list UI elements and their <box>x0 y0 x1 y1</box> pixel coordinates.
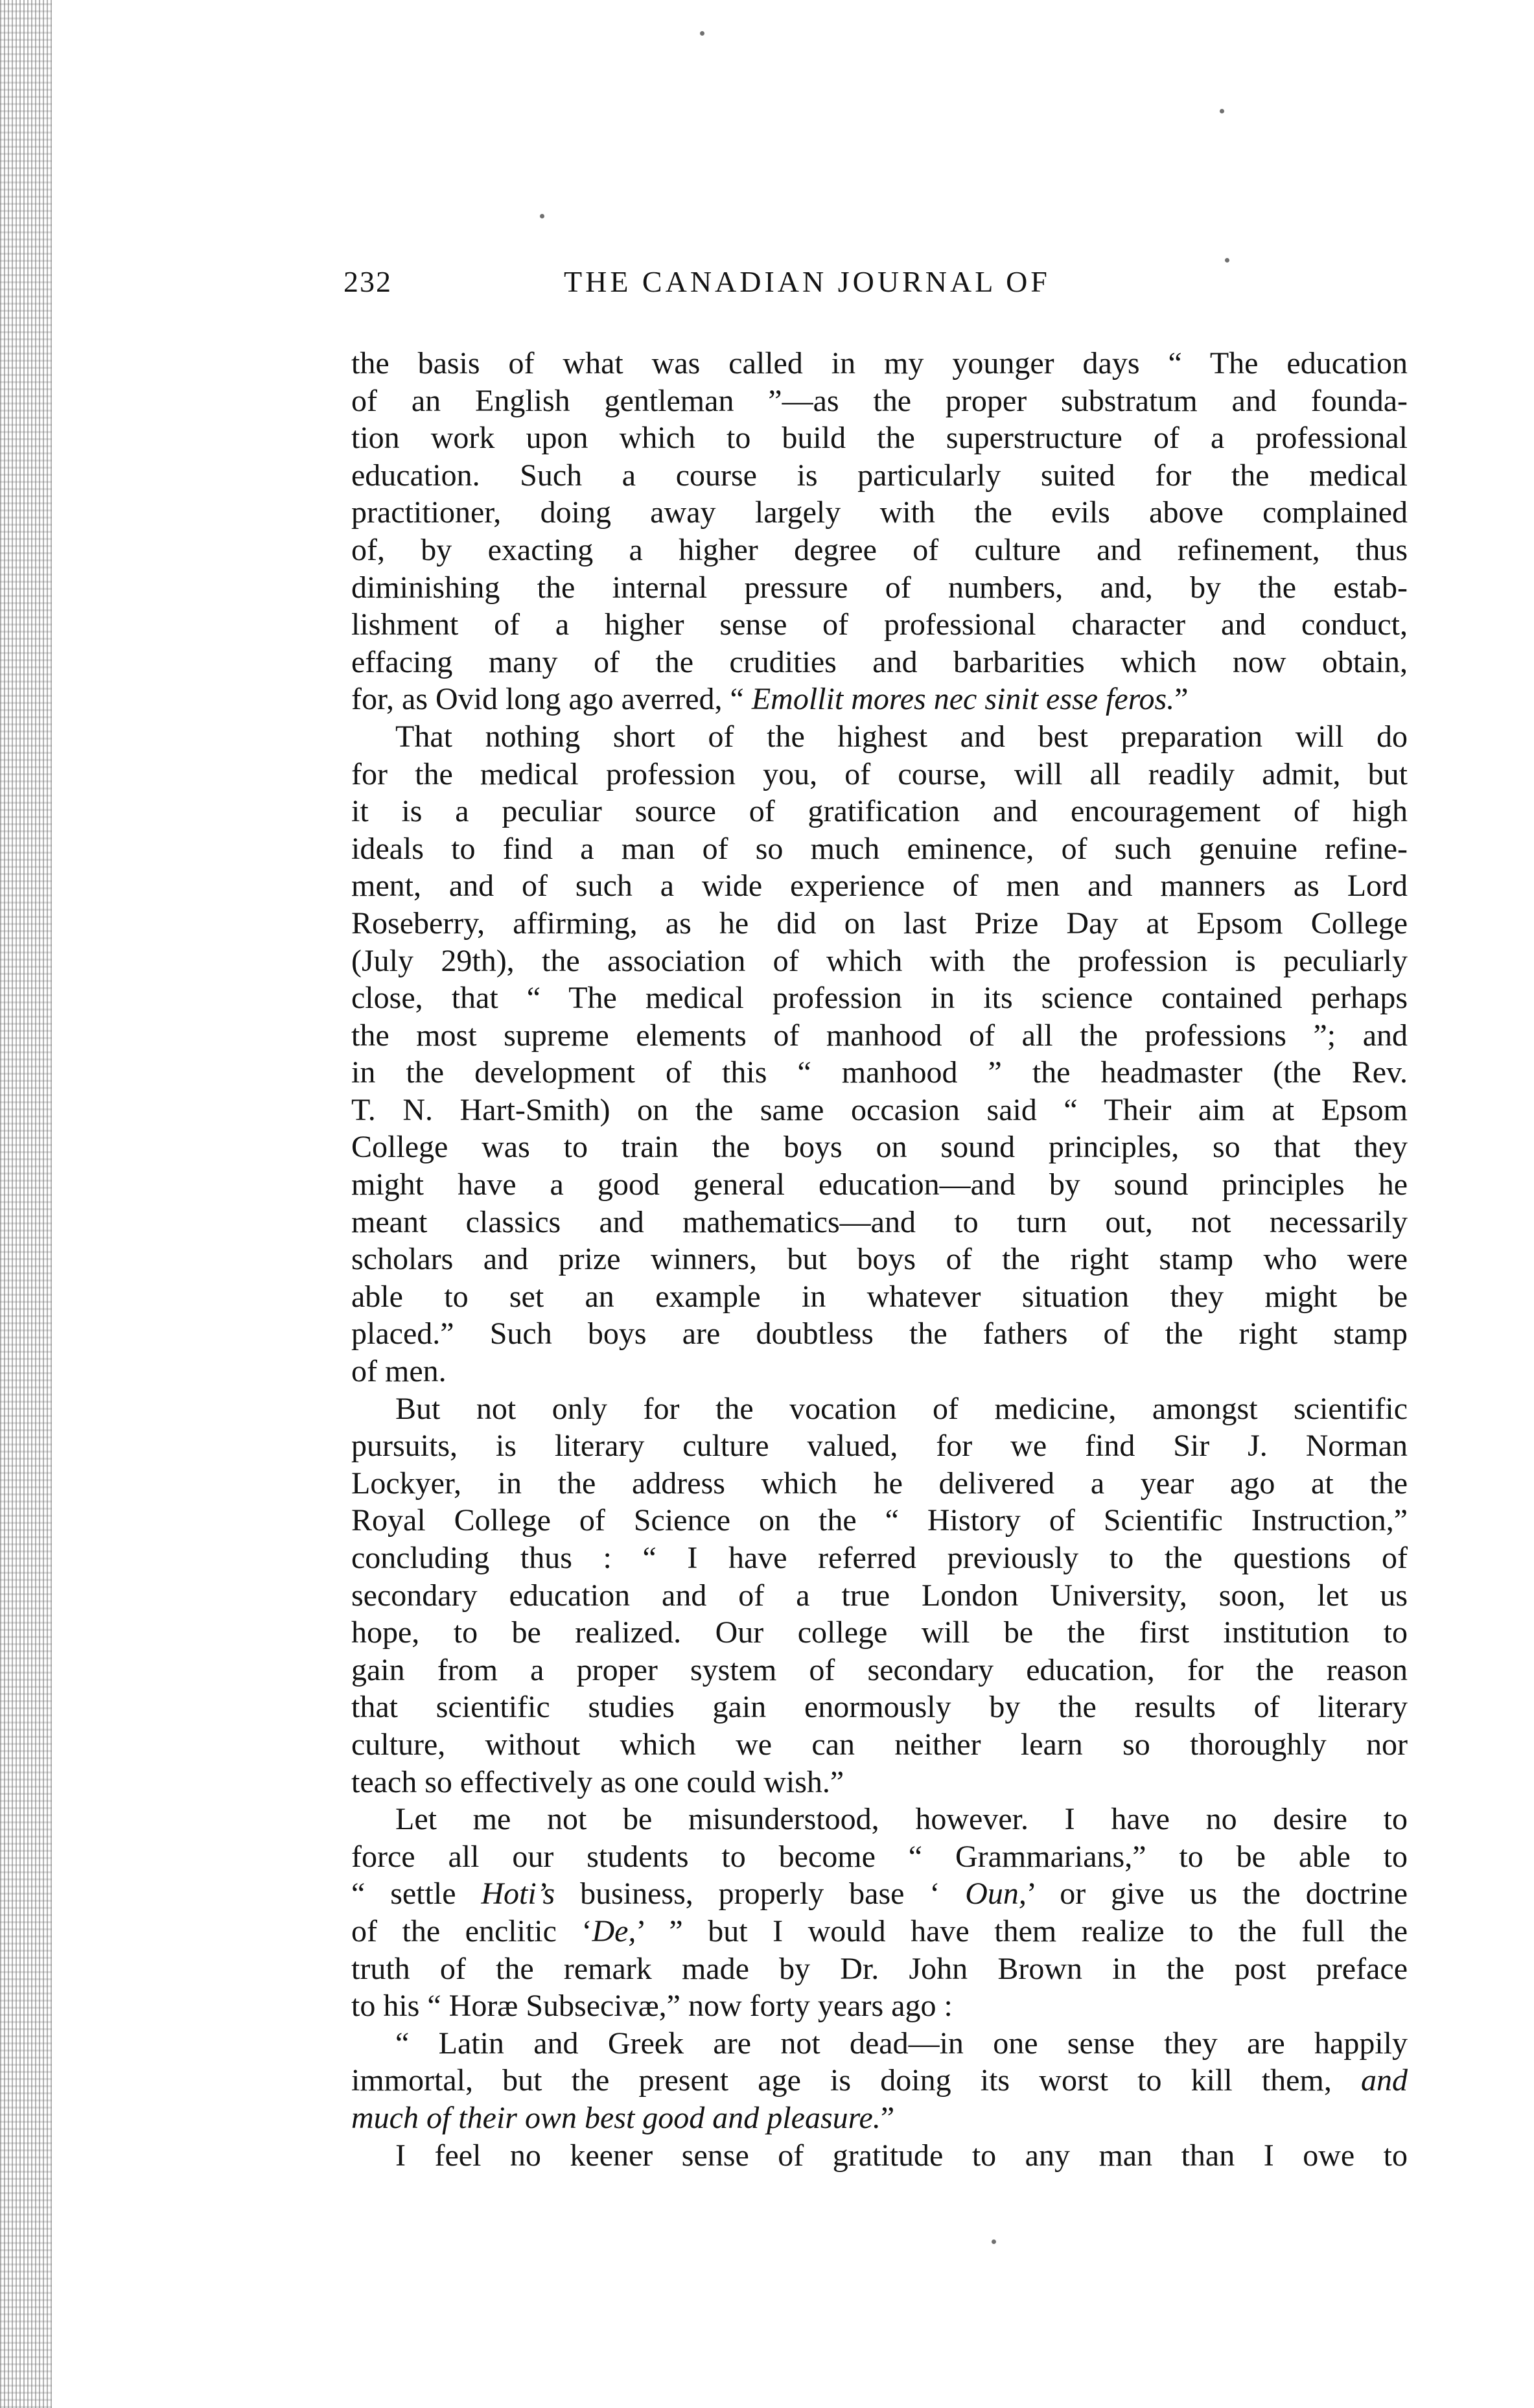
text-line <box>351 1689 1408 1726</box>
text-segment: for, as Ovid long ago averred, “ <box>351 682 752 717</box>
text-line <box>351 1652 1408 1689</box>
text-line <box>351 1315 1408 1353</box>
text-segment: I feel no keener sense of gratitude to any man than I owe to <box>395 2138 1408 2173</box>
text-segment: that scientific studies gain enormously by the results of literary <box>351 1690 1408 1725</box>
text-segment: Royal College of Science on the “ History of Scientific Instruction,” <box>351 1503 1408 1538</box>
text-segment: close, that “ The medical profession in its science contained perhaps <box>351 981 1408 1016</box>
text-segment: That nothing short of the highest and best preparation will do <box>395 719 1408 754</box>
text-segment: in the development of this “ manhood ” the headmaster (the Rev. <box>351 1055 1408 1090</box>
text-segment: ideals to find a man of so much eminence, of such genuine refine- <box>351 831 1408 866</box>
text-segment: “ settle <box>351 1876 482 1911</box>
text-line <box>351 1204 1408 1241</box>
text-line <box>351 2062 1408 2099</box>
text-segment: for the medical profession you, of course, will all readily admit, but <box>351 756 1408 791</box>
text-segment: of an English gentleman ”—as the proper substratum and founda- <box>351 383 1408 418</box>
text-line <box>351 1017 1408 1055</box>
text-segment: business, properly base ‘ <box>555 1876 966 1911</box>
text-line <box>351 345 1408 382</box>
text-segment: But not only for the vocation of medicine, amongst scientific <box>395 1391 1408 1426</box>
text-segment: concluding thus : “ I have referred previously to the questions of <box>351 1541 1408 1575</box>
text-line <box>351 1390 1408 1428</box>
text-segment: to his “ Horæ Subsecivæ,” now forty years ago : <box>351 1989 953 2024</box>
text-segment: the most supreme elements of manhood of all the professions ”; and <box>351 1018 1408 1053</box>
text-line <box>351 1539 1408 1577</box>
text-segment: education. Such a course is particularly suited for the medical <box>351 458 1408 493</box>
italic-text: and <box>1361 2063 1408 2098</box>
text-segment: Lockyer, in the address which he delivered a year ago at the <box>351 1466 1408 1501</box>
text-line <box>351 1502 1408 1539</box>
text-segment: meant classics and mathematics—and to turn out, not necessarily <box>351 1204 1408 1239</box>
text-segment: force all our students to become “ Grammarians,” to be able to <box>351 1839 1408 1874</box>
ink-speck <box>1225 258 1229 263</box>
text-segment: of, by exacting a higher degree of culture and refinement, thus <box>351 532 1408 567</box>
text-line <box>351 1054 1408 1092</box>
text-line <box>351 756 1408 793</box>
text-line <box>351 942 1408 980</box>
text-line <box>351 1427 1408 1465</box>
text-segment: ” <box>880 2100 895 2135</box>
text-segment: of the enclitic ‘ <box>351 1913 592 1948</box>
ink-speck <box>540 214 544 218</box>
text-line <box>351 1913 1408 1950</box>
text-line <box>351 905 1408 942</box>
text-line <box>351 793 1408 830</box>
text-line <box>351 830 1408 868</box>
text-line <box>351 1987 1408 2025</box>
text-line <box>351 867 1408 905</box>
italic-text: Emollit mores nec sinit esse feros. <box>751 682 1175 717</box>
text-segment: ” <box>1174 682 1189 717</box>
text-line <box>351 1614 1408 1652</box>
text-segment: practitioner, doing away largely with the evils above complained <box>351 495 1408 530</box>
text-line <box>351 681 1408 718</box>
text-line <box>351 1875 1408 1913</box>
text-segment: immortal, but the present age is doing its worst to kill them, <box>351 2063 1361 2098</box>
text-segment: it is a peculiar source of gratification and encouragement of high <box>351 794 1408 829</box>
text-line <box>351 644 1408 681</box>
text-segment: pursuits, is literary culture valued, for we find Sir J. Norman <box>351 1429 1408 1464</box>
running-head: THE CANADIAN JOURNAL OF <box>564 265 1051 298</box>
text-segment: T. N. Hart-Smith) on the same occasion said “ Their aim at Epsom <box>351 1092 1408 1127</box>
text-line <box>351 1726 1408 1764</box>
text-line <box>351 606 1408 644</box>
text-line <box>351 718 1408 756</box>
text-line <box>351 979 1408 1017</box>
text-line <box>351 494 1408 532</box>
text-segment: hope, to be realized. Our college will be the first institution to <box>351 1615 1408 1650</box>
text-segment: truth of the remark made by Dr. John Brown in the post preface <box>351 1951 1408 1986</box>
italic-text: Hoti’s <box>481 1876 555 1911</box>
page-header <box>343 264 1413 310</box>
text-line <box>351 1950 1408 1988</box>
text-segment: diminishing the internal pressure of numbers, and, by the estab- <box>351 570 1408 605</box>
text-segment: scholars and prize winners, but boys of the right stamp who were <box>351 1242 1408 1277</box>
text-segment: Roseberry, affirming, as he did on last Prize Day at Epsom College <box>351 906 1408 941</box>
text-segment: ’ ” but I would have them realize to the full the <box>636 1913 1408 1948</box>
text-segment: placed.” Such boys are doubtless the fathers of the right stamp <box>351 1316 1408 1351</box>
text-segment: secondary education and of a true London University, soon, let us <box>351 1578 1408 1613</box>
text-line <box>351 1241 1408 1278</box>
text-line <box>351 1577 1408 1615</box>
text-line <box>351 1801 1408 1838</box>
italic-text: De, <box>592 1913 636 1948</box>
text-line <box>351 2137 1408 2175</box>
text-line <box>351 532 1408 569</box>
ink-speck <box>1220 109 1224 113</box>
ink-speck <box>992 2239 996 2244</box>
text-segment: teach so effectively as one could wish.” <box>351 1764 844 1799</box>
text-segment: gain from a proper system of secondary education, for the reason <box>351 1652 1408 1687</box>
text-line <box>351 1278 1408 1316</box>
text-line <box>351 569 1408 607</box>
text-segment: able to set an example in whatever situation they might be <box>351 1279 1408 1314</box>
text-line <box>351 2099 1408 2137</box>
text-line <box>351 1764 1408 1801</box>
text-segment: “ Latin and Greek are not dead—in one sense they are happily <box>395 2026 1408 2061</box>
text-line <box>351 1128 1408 1166</box>
text-line <box>351 1353 1408 1390</box>
text-segment: of men. <box>351 1354 447 1389</box>
text-segment: ’ or give us the doctrine <box>1026 1876 1408 1911</box>
text-line <box>351 2025 1408 2063</box>
italic-text: Oun, <box>965 1876 1027 1911</box>
text-segment: ment, and of such a wide experience of men and manners as Lord <box>351 869 1408 904</box>
text-segment: culture, without which we can neither learn so thoroughly nor <box>351 1727 1408 1762</box>
text-line <box>351 457 1408 495</box>
ink-speck <box>700 31 704 36</box>
body-text <box>351 345 1408 2174</box>
text-line <box>351 419 1408 457</box>
text-line <box>351 1838 1408 1876</box>
text-segment: tion work upon which to build the superstructure of a professional <box>351 421 1408 456</box>
text-segment: lishment of a higher sense of professional character and conduct, <box>351 607 1408 642</box>
text-segment: might have a good general education—and by sound principles he <box>351 1167 1408 1202</box>
text-line <box>351 382 1408 420</box>
text-segment: Let me not be misunderstood, however. I have no desire to <box>395 1802 1408 1837</box>
italic-text: much of their own best good and pleasure. <box>351 2100 881 2135</box>
text-line <box>351 1465 1408 1502</box>
page-number: 232 <box>343 265 392 298</box>
text-line <box>351 1092 1408 1129</box>
text-segment: College was to train the boys on sound principles, so that they <box>351 1130 1408 1165</box>
text-segment: (July 29th), the association of which with the profession is peculiarly <box>351 943 1408 978</box>
scanned-page-edge <box>0 0 52 2408</box>
text-line <box>351 1166 1408 1204</box>
text-segment: the basis of what was called in my younger days “ The education <box>351 346 1408 380</box>
text-segment: effacing many of the crudities and barbarities which now obtain, <box>351 644 1408 679</box>
